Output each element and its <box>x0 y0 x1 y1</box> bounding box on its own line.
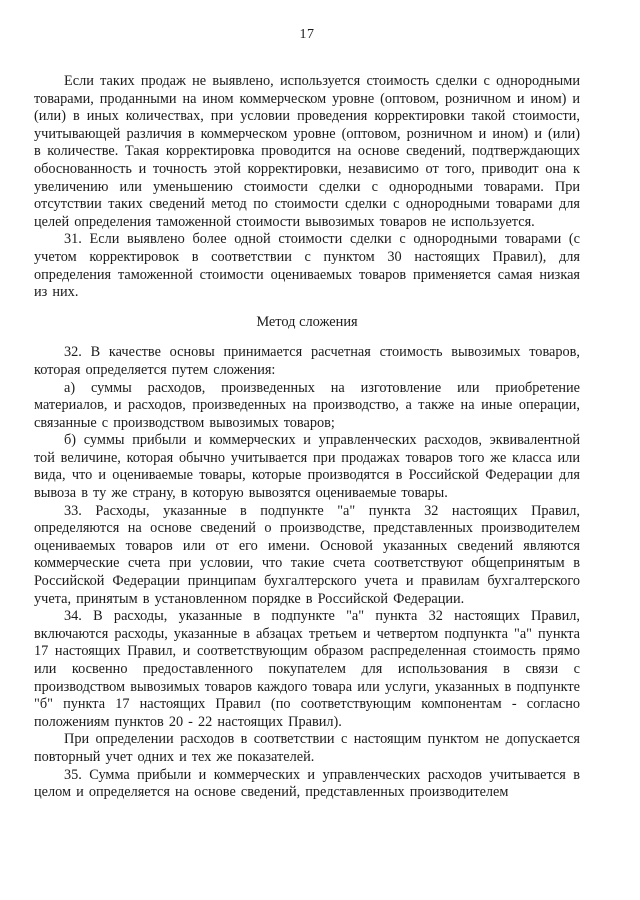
paragraph-continuation-homogeneous-goods: Если таких продаж не выявлено, используется стоимость сделки с однородными товарами, проданными на ином коммерческом уровне (оптовом, розничном и ином) и (или) в иных количествах, при условии проведения корректировки такой стоимости, учитывающей различия в коммерческом уровне (оптовом, розничном и ином) и (или) в количестве. Такая корректировка проводится на основе сведений, подтверждающих обоснованность и точность этой корректировки, независимо от того, приводит она к увеличению или уменьшению стоимости сделки с однородными товарами. При отсутствии таких сведений метод по стоимости сделки с однородными товарами для целей определения таможенной стоимости вывозимых товаров не используется. <box>34 73 580 230</box>
page-number: 17 <box>299 27 315 42</box>
paragraph-item-32a: а) суммы расходов, произведенных на изготовление или приобретение материалов, и расходов, произведенных на производство, а также на иные операции, связанные с производством вывозимых товаров; <box>34 379 580 431</box>
section-heading-addition-method: Метод сложения <box>256 313 358 330</box>
paragraph-item-31: 31. Если выявлено более одной стоимости сделки с однородными товарами (с учетом корректировок в соответствии с пунктом 30 настоящих Правил), для определения таможенной стоимости оцениваемых товаров применяется самая низкая из них. <box>34 231 580 301</box>
document-body <box>34 73 580 802</box>
paragraph-item-32: 32. В качестве основы принимается расчетная стоимость вывозимых товаров, которая определяется путем сложения: <box>34 344 580 378</box>
paragraph-item-32b: б) суммы прибыли и коммерческих и управленческих расходов, эквивалентной той величине, которая обычно учитывается при продажах товаров того же класса или вида, что и оцениваемые товары, которые производятся в Российской Федерации для вывоза в ту же страну, в которую вывозятся оцениваемые товары. <box>34 432 580 502</box>
paragraph-item-35: 35. Сумма прибыли и коммерческих и управленческих расходов учитывается в целом и определяется на основе сведений, представленных производителем <box>34 766 580 801</box>
paragraph-item-34: 34. В расходы, указанные в подпункте "а" пункта 32 настоящих Правил, включаются расходы, указанные в абзацах третьем и четвертом подпункта "а" пункта 17 настоящих Правил, и соответствующим образом распределенная стоимость прямо или косвенно предоставленного покупателем для использования в связи с производством вывозимых товаров каждого товара или услуги, указанных в подпункте "б" пункта 17 настоящих Правил (по соответствующим компонентам - согласно положениям пунктов 20 - 22 настоящих Правил). <box>34 608 580 730</box>
paragraph-item-33: 33. Расходы, указанные в подпункте "а" пункта 32 настоящих Правил, определяются на основе сведений о производстве, представленных производителем оцениваемых товаров или от его имени. Основой указанных сведений являются коммерческие счета при условии, что такие счета соответствуют общепринятым в Российской Федерации принципам бухгалтерского учета и правилам бухгалтерского учета, принятым в установленном порядке в Российской Федерации. <box>34 502 580 607</box>
paragraph-item-34-note: При определении расходов в соответствии с настоящим пунктом не допускается повторный учет одних и тех же показателей. <box>34 731 580 765</box>
